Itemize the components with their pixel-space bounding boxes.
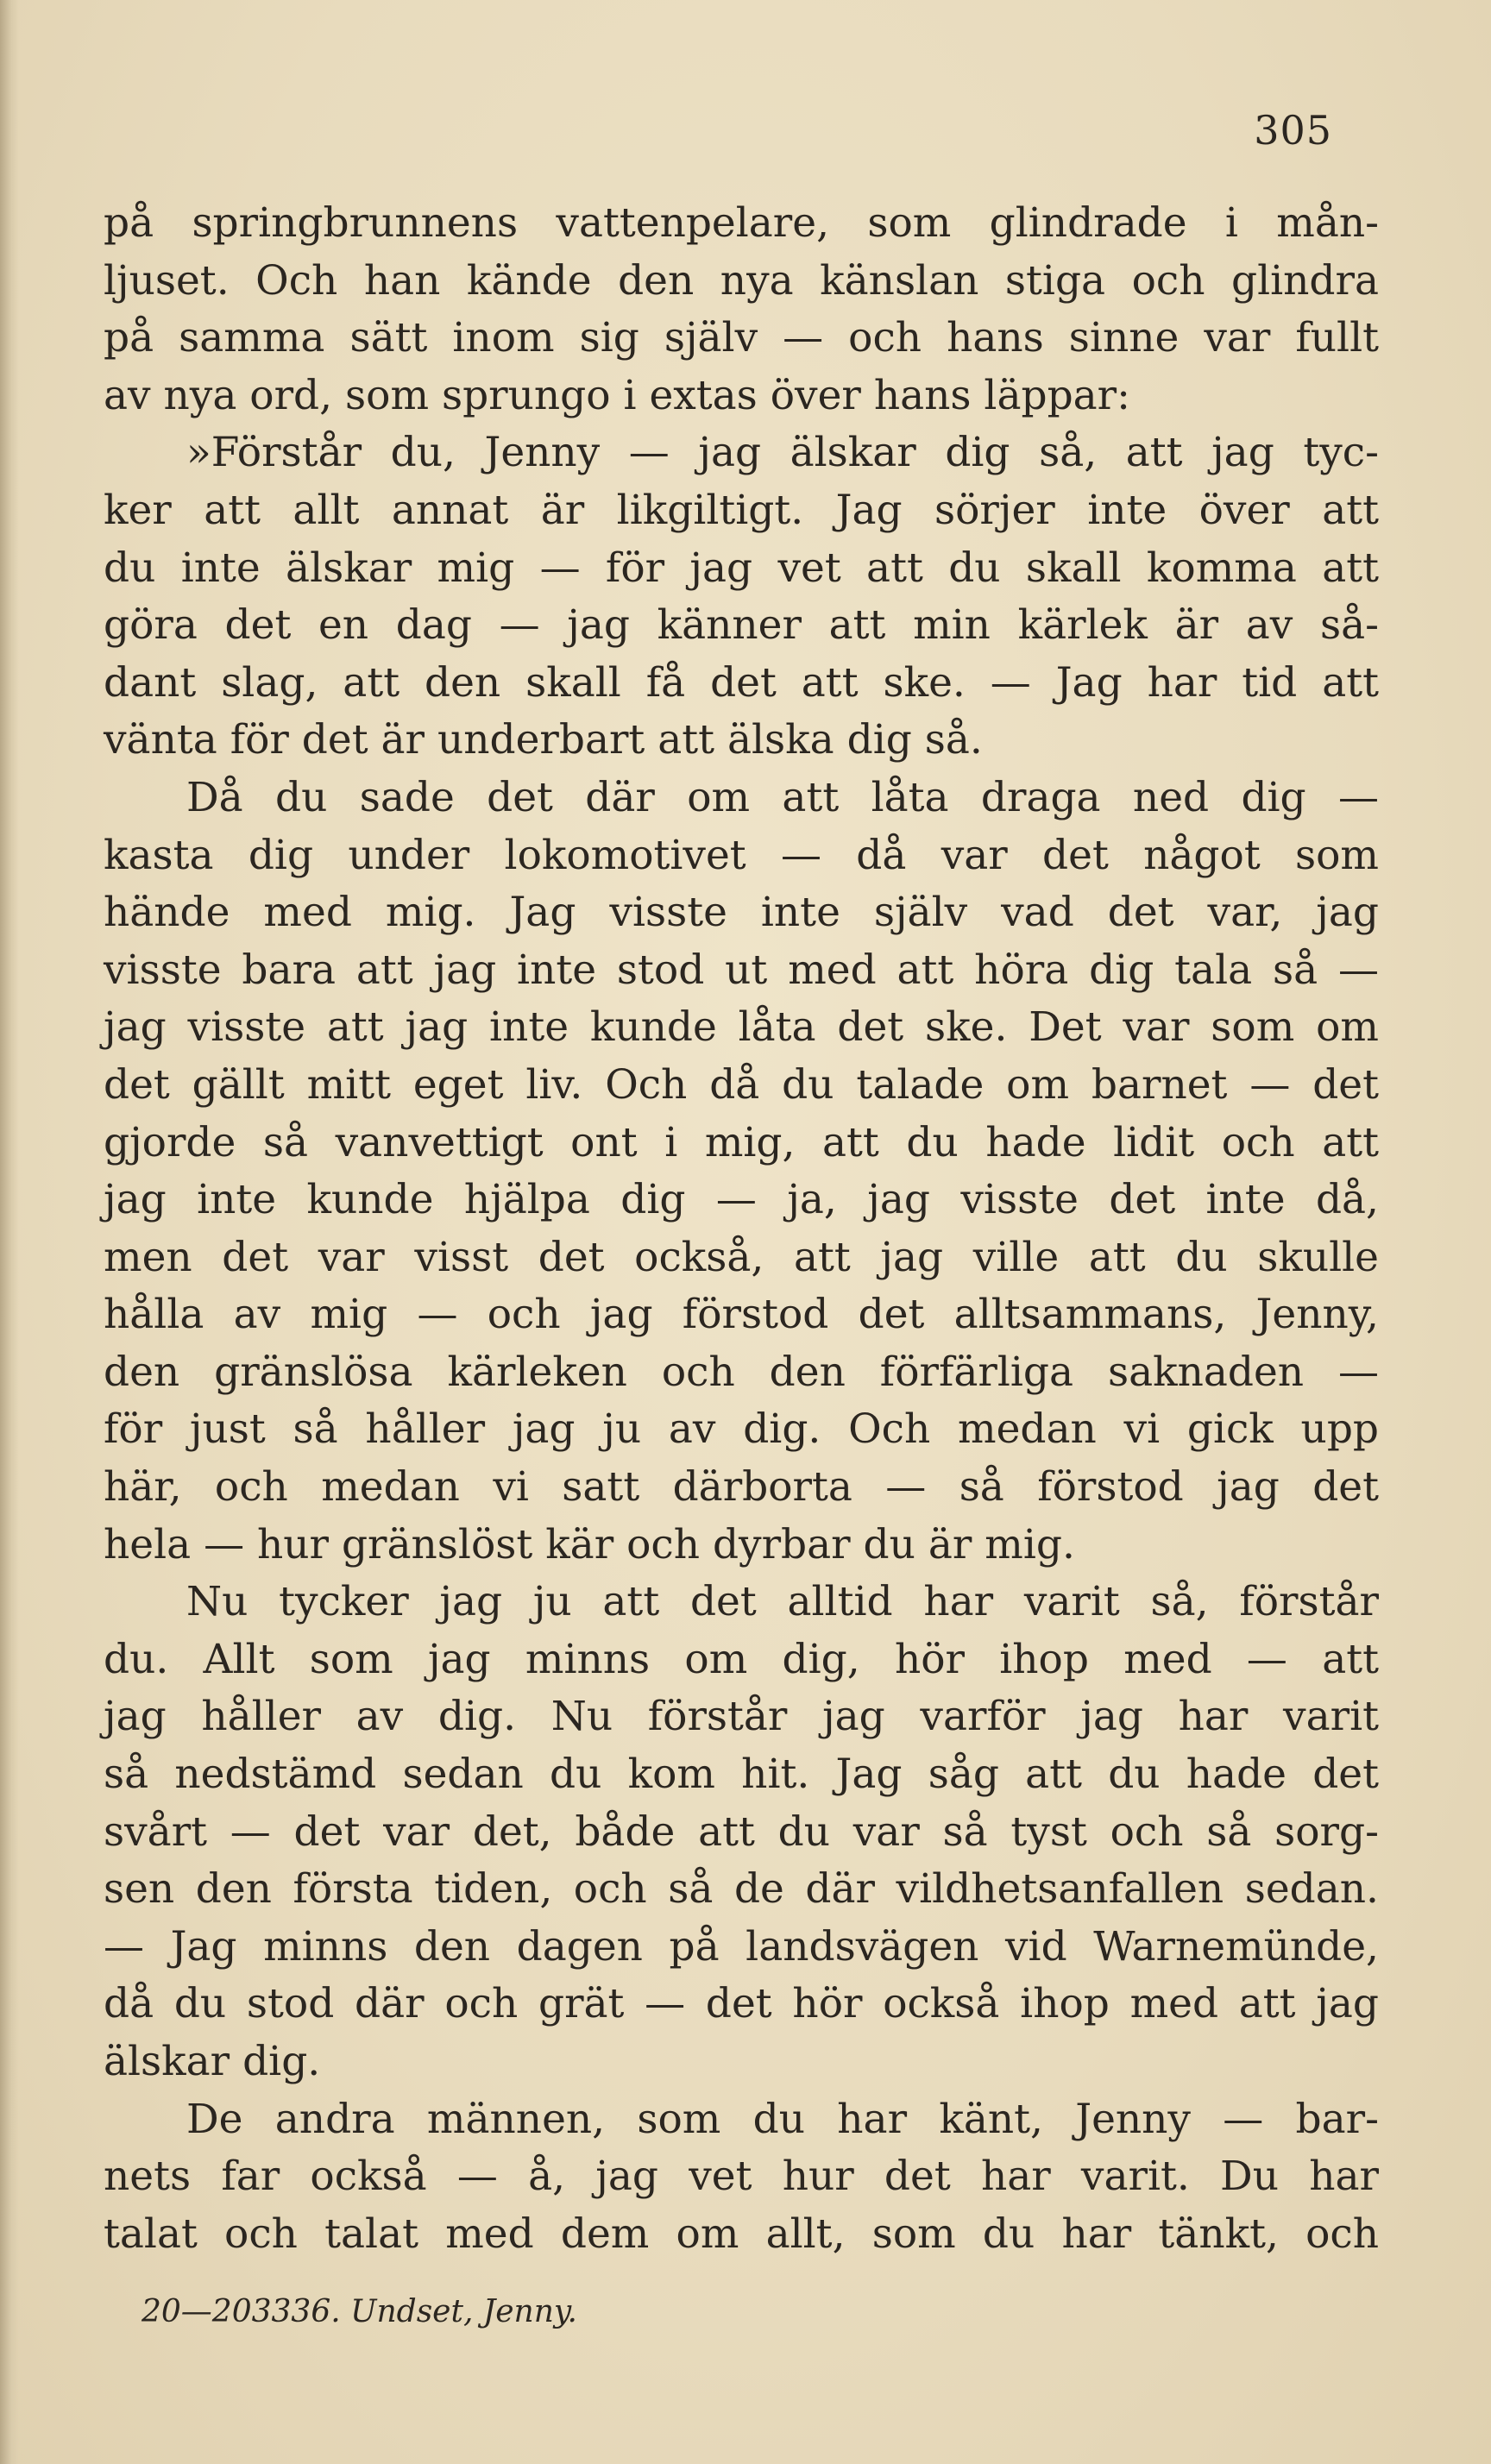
text-line: för just så håller jag ju av dig. Och medan vi gick upp <box>104 1405 1379 1454</box>
text-line: ker att allt annat är likgiltigt. Jag sörjer inte över att <box>104 486 1379 534</box>
text-line: Nu tycker jag ju att det alltid har varit så, förstår <box>186 1578 1379 1626</box>
text-line: visste bara att jag inte stod ut med att höra dig tala så — <box>104 946 1379 994</box>
text-line: jag inte kunde hjälpa dig — ja, jag visste det inte då, <box>104 1176 1379 1224</box>
text-line: De andra männen, som du har känt, Jenny — bar- <box>186 2095 1379 2143</box>
text-line: på springbrunnens vattenpelare, som glindrade i mån- <box>104 199 1379 247</box>
text-line: älskar dig. <box>104 2038 321 2085</box>
text-line: här, och medan vi satt därborta — så förstod jag det <box>104 1463 1379 1512</box>
text-line: göra det en dag — jag känner att min kärlek är av så- <box>104 601 1379 650</box>
text-line: du inte älskar mig — för jag vet att du skall komma att <box>104 544 1379 592</box>
text-line: jag visste att jag inte kunde låta det ske. Det var som om <box>104 1003 1379 1052</box>
text-line: talat och talat med dem om allt, som du har tänkt, och <box>104 2209 1379 2258</box>
text-line: av nya ord, som sprungo i extas över hans läppar: <box>104 371 1130 419</box>
text-line: ljuset. Och han kände den nya känslan stiga och glindra <box>104 256 1379 305</box>
text-line: jag håller av dig. Nu förstår jag varför jag har varit <box>104 1693 1379 1741</box>
signature-footer: 20—203336. Undset, Jenny. <box>142 2294 577 2329</box>
body-text <box>104 195 1379 2263</box>
text-line: gjorde så vanvettigt ont i mig, att du hade lidit och att <box>104 1118 1379 1166</box>
text-line: svårt — det var det, både att du var så tyst och så sorg- <box>104 1807 1379 1856</box>
text-line: den gränslösa kärleken och den förfärliga saknaden — <box>104 1348 1379 1396</box>
text-line: Då du sade det där om att låta draga ned dig — <box>186 773 1379 821</box>
page-number: 305 <box>1254 107 1332 154</box>
page-gutter-shadow <box>0 0 19 2464</box>
text-line: nets far också — å, jag vet hur det har varit. Du har <box>104 2153 1379 2201</box>
text-line: — Jag minns den dagen på landsvägen vid Warnemünde, <box>104 1922 1379 1971</box>
text-line: hålla av mig — och jag förstod det alltsammans, Jenny, <box>104 1291 1379 1339</box>
text-line: hände med mig. Jag visste inte själv vad det var, jag <box>104 889 1379 937</box>
text-line: då du stod där och grät — det hör också ihop med att jag <box>104 1980 1379 2028</box>
text-line: du. Allt som jag minns om dig, hör ihop med — att <box>104 1635 1379 1683</box>
text-line: hela — hur gränslöst kär och dyrbar du är mig. <box>104 1520 1075 1568</box>
text-line: vänta för det är underbart att älska dig så. <box>104 716 983 764</box>
text-line: dant slag, att den skall få det att ske. — Jag har tid att <box>104 658 1379 707</box>
text-line: på samma sätt inom sig själv — och hans sinne var fullt <box>104 314 1379 362</box>
text-line: sen den första tiden, och så de där vildhetsanfallen sedan. <box>104 1865 1379 1914</box>
text-line: det gällt mitt eget liv. Och då du talade om barnet — det <box>104 1060 1379 1109</box>
text-line: så nedstämd sedan du kom hit. Jag såg att du hade det <box>104 1751 1379 1799</box>
text-line: »Förstår du, Jenny — jag älskar dig så, att jag tyc- <box>186 429 1379 477</box>
text-line: men det var visst det också, att jag ville att du skulle <box>104 1233 1379 1281</box>
text-line: kasta dig under lokomotivet — då var det något som <box>104 831 1379 879</box>
